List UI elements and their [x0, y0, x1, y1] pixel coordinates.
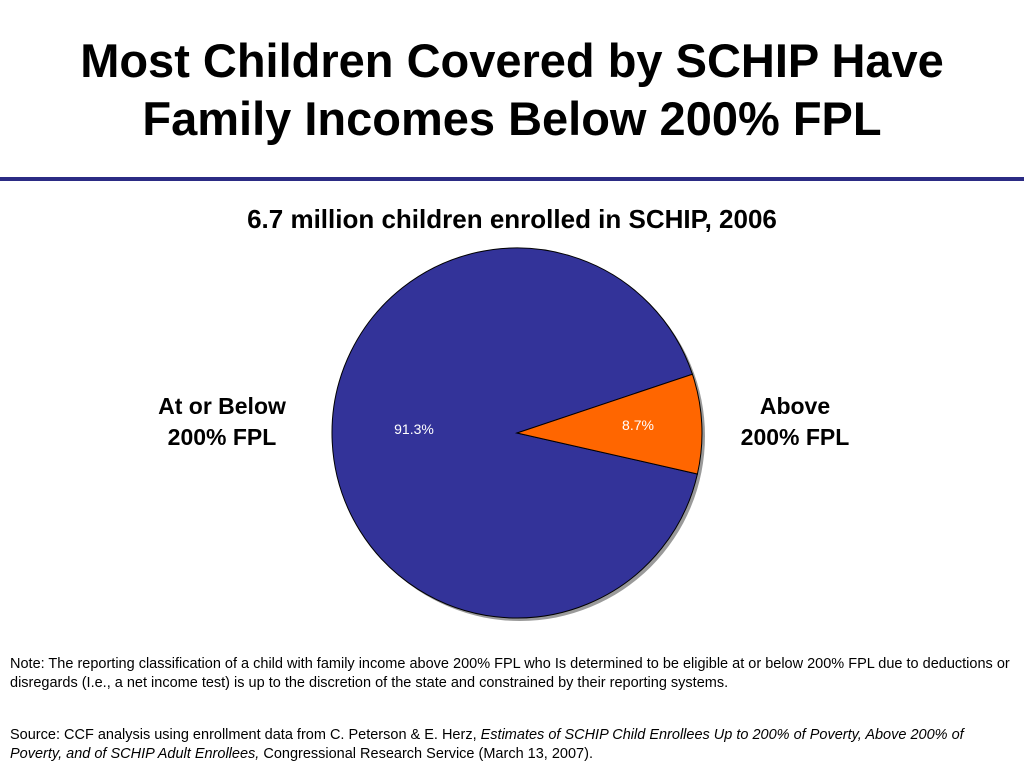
category-label-above-200-line-2: 200% FPL [740, 424, 850, 450]
pie-data-label-below-200: 91.3% [394, 421, 434, 437]
category-label-below-200 [132, 391, 312, 453]
pie-data-label-above-200: 8.7% [622, 417, 654, 433]
slide-title-line-1: Most Children Covered by SCHIP Have [80, 34, 944, 87]
source-suffix: Congressional Research Service (March 13, 2007). [259, 746, 593, 762]
source-text [10, 726, 1014, 764]
category-label-below-200-line-2: 200% FPL [167, 424, 277, 450]
note-text: Note: The reporting classification of a child with family income above 200% FPL who Is determined to be eligible at or below 200% FPL due to deductions or disregards (I.e., a net income test) is up to the discretion of the state and constrained by their reporting systems. [10, 656, 1010, 691]
chart-title: 6.7 million children enrolled in SCHIP, 2006 [247, 204, 777, 234]
category-label-above-200 [705, 391, 885, 453]
source-prefix: Source: CCF analysis using enrollment data from C. Peterson & E. Herz, [10, 727, 481, 743]
category-label-below-200-line-1: At or Below [158, 393, 286, 419]
source-title: Estimates of SCHIP Child Enrollees Up to 200% of Poverty, Above 200% of Poverty, and of SCHIP Adult Enrollees, [10, 727, 964, 762]
slide-title-line-2: Family Incomes Below 200% FPL [142, 92, 882, 145]
category-label-above-200-line-1: Above [759, 393, 831, 419]
